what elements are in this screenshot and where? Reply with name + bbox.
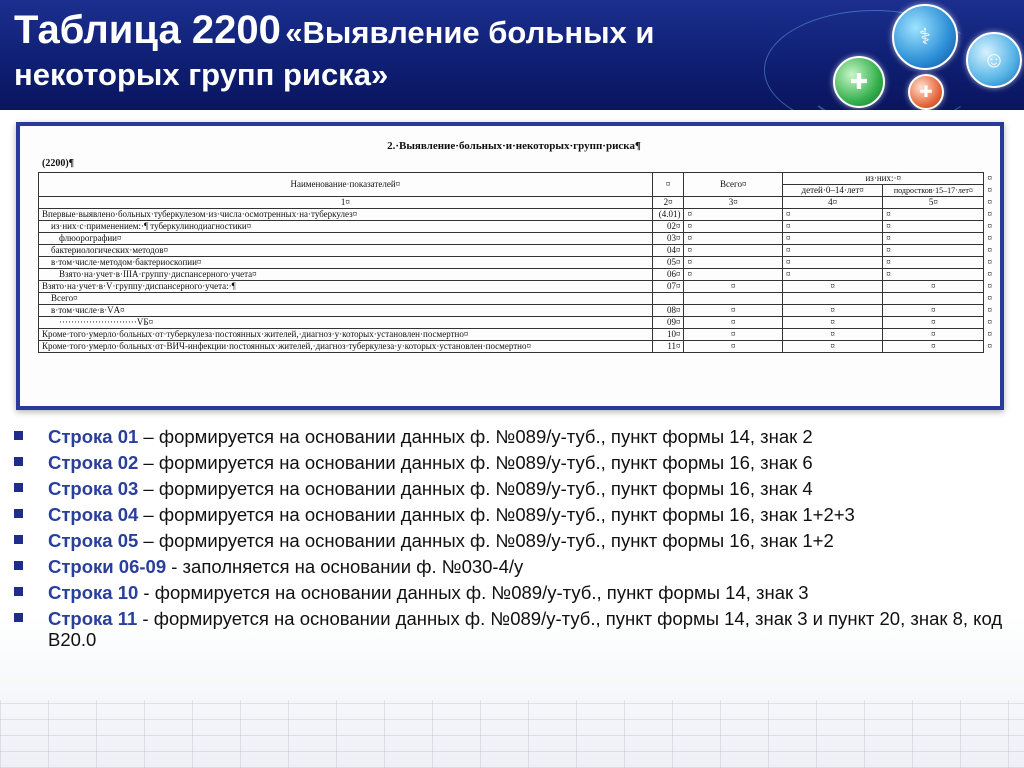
row-value-cell: ¤ [883,341,984,353]
header-total: Всего¤ [684,173,783,197]
index-cell: 1¤ [39,197,653,209]
table-index-row: 1¤ 2¤ 3¤ 4¤ 5¤ ¤ [39,197,996,209]
header-name: Наименование·показателей¤ [39,173,653,197]
row-value-cell: ¤ [684,317,783,329]
row-value-cell: ¤ [883,329,984,341]
list-item [14,582,1014,603]
row-name-cell: Кроме·того·умерло·больных·от·туберкулеза·постоянных·жителей,·диагноз·у·которых·установлен·посмертно¤ [39,329,653,341]
row-code-cell: 06¤ [652,269,684,281]
row-name-cell: из·них·с·применением:·¶ туберкулинодиагностики¤ [39,221,653,233]
row-value-cell: ¤ [684,257,783,269]
row-value-cell: ¤ [782,233,882,245]
row-code-cell: 03¤ [652,233,684,245]
row-label: Строка 05 [48,530,139,551]
explanation-list [14,426,1014,655]
row-value-cell: ¤ [782,221,882,233]
list-item [14,452,1014,473]
form-scan-frame [16,122,1004,410]
table-row: в·том·числе·методом·бактериоскопии¤ 05¤ ¤ ¤ ¤ ¤ [39,257,996,269]
index-cell: 4¤ [782,197,882,209]
table-row: Кроме·того·умерло·больных·от·ВИЧ-инфекции·постоянных·жителей,·диагноз·туберкулеза·у·которых·установлен·посмертно¤ 11¤ ¤ ¤ ¤ ¤ [39,341,996,353]
row-value-cell: ¤ [684,341,783,353]
header-code: ¤ [652,173,684,197]
title-table-number: Таблица 2200 [14,8,281,52]
row-value-cell: ¤ [782,341,882,353]
row-value-cell: ¤ [883,269,984,281]
row-value-cell: ¤ [883,209,984,221]
row-value-cell: ¤ [684,281,783,293]
row-name-cell: Взято·на·учет·в·IIIА·группу·диспансерного·учета¤ [39,269,653,281]
bullet-square-icon [14,457,23,466]
row-code-cell: 04¤ [652,245,684,257]
row-label: Строка 11 [48,608,138,629]
row-value-cell: ¤ [684,209,783,221]
row-description: – формируется на основании данных ф. №089/у-туб., пункт формы 16, знак 6 [138,452,813,473]
row-value-cell [684,293,783,305]
medicine-icon: ✚ [908,74,944,110]
table-row: флюорографии¤ 03¤ ¤ ¤ ¤ ¤ [39,233,996,245]
slide-header [0,0,1024,110]
table-row: Кроме·того·умерло·больных·от·туберкулеза·постоянных·жителей,·диагноз·у·которых·установлен·посмертно¤ 10¤ ¤ ¤ ¤ ¤ [39,329,996,341]
form-table [38,172,996,353]
table-row: Всего¤ ¤ [39,293,996,305]
row-value-cell: ¤ [883,257,984,269]
row-value-cell: ¤ [782,281,882,293]
row-name-cell: Взято·на·учет·в·V·группу·диспансерного·учета:·¶ [39,281,653,293]
row-value-cell: ¤ [883,281,984,293]
medkit-icon: ✚ [833,56,885,108]
header-teens: подростков·15–17·лет¤ [883,185,984,197]
globe-icon: ⚕ [892,4,958,70]
header-group: из·них:·¤ [782,173,983,185]
row-value-cell: ¤ [684,245,783,257]
bullet-square-icon [14,535,23,544]
form-code: (2200)¶ [42,158,75,169]
row-label: Строка 03 [48,478,139,499]
row-label: Строка 01 [48,426,139,447]
row-value-cell: ¤ [684,269,783,281]
row-value-cell: ¤ [684,305,783,317]
row-name-cell: бактериологических·методов¤ [39,245,653,257]
row-value-cell: ¤ [883,221,984,233]
row-code-cell: (4.01) [652,209,684,221]
row-name-cell: ··························VБ¤ [39,317,653,329]
row-code-cell [652,293,684,305]
row-value-cell: ¤ [684,329,783,341]
table-row: Впервые·выявлено·больных·туберкулезом·из·числа·осмотренных·на·туберкулез¤ (4.01) ¤ ¤ ¤ ¤ [39,209,996,221]
bullet-square-icon [14,509,23,518]
list-item [14,504,1014,525]
row-value-cell: ¤ [782,257,882,269]
table-row: Взято·на·учет·в·IIIА·группу·диспансерного·учета¤ 06¤ ¤ ¤ ¤ ¤ [39,269,996,281]
list-item [14,556,1014,577]
row-label: Строка 10 [48,582,139,603]
slide-title [14,6,844,93]
title-part-1: «Выявление больных и [285,15,655,50]
row-label: Строка 02 [48,452,139,473]
title-part-2: некоторых групп риска» [14,57,389,92]
row-name-cell: Впервые·выявлено·больных·туберкулезом·из·числа·осмотренных·на·туберкулез¤ [39,209,653,221]
row-value-cell: ¤ [782,317,882,329]
row-label: Строка 04 [48,504,139,525]
row-name-cell: в·том·числе·в·VА¤ [39,305,653,317]
table-row: бактериологических·методов¤ 04¤ ¤ ¤ ¤ ¤ [39,245,996,257]
row-name-cell: флюорографии¤ [39,233,653,245]
index-cell: 2¤ [652,197,684,209]
row-code-cell: 08¤ [652,305,684,317]
row-value-cell: ¤ [782,209,882,221]
bullet-square-icon [14,561,23,570]
row-description: – формируется на основании данных ф. №089/у-туб., пункт формы 16, знак 1+2+3 [138,504,855,525]
form-heading: 2.·Выявление·больных·и·некоторых·групп·риска¶ [387,140,641,152]
row-value-cell: ¤ [782,329,882,341]
row-description: - заполняется на основании ф. №030-4/у [166,556,524,577]
row-value-cell: ¤ [684,221,783,233]
form-scan [34,134,994,406]
row-value-cell: ¤ [782,305,882,317]
list-item [14,530,1014,551]
row-value-cell: ¤ [782,269,882,281]
bullet-square-icon [14,431,23,440]
table-row: ··························VБ¤ 09¤ ¤ ¤ ¤ ¤ [39,317,996,329]
row-value-cell: ¤ [883,305,984,317]
doctor-icon: ☺ [966,32,1022,88]
row-label: Строки 06-09 [48,556,167,577]
row-code-cell: 05¤ [652,257,684,269]
row-description: – формируется на основании данных ф. №089/у-туб., пункт формы 16, знак 1+2 [138,530,834,551]
row-value-cell [782,293,882,305]
row-name-cell: Всего¤ [39,293,653,305]
header-children: детей·0–14·лет¤ [782,185,882,197]
row-value-cell: ¤ [684,233,783,245]
row-description: – формируется на основании данных ф. №089/у-туб., пункт формы 16, знак 4 [138,478,813,499]
row-description: - формируется на основании данных ф. №089/у-туб., пункт формы 14, знак 3 [138,582,809,603]
row-value-cell: ¤ [883,245,984,257]
row-code-cell: 11¤ [652,341,684,353]
index-cell: 3¤ [684,197,783,209]
decorative-floor-grid [0,700,1024,768]
row-name-cell: в·том·числе·методом·бактериоскопии¤ [39,257,653,269]
list-item [14,608,1014,650]
bullet-square-icon [14,483,23,492]
row-code-cell: 09¤ [652,317,684,329]
row-name-cell: Кроме·того·умерло·больных·от·ВИЧ-инфекции·постоянных·жителей,·диагноз·туберкулеза·у·которых·установлен·посмертно¤ [39,341,653,353]
row-description: - формируется на основании данных ф. №089/у-туб., пункт формы 14, знак 3 и пункт 20, знак 8, код В20.0 [48,608,1003,650]
table-header-row: детей·0–14·лет¤ подростков·15–17·лет¤ ¤ [39,185,996,197]
bullet-square-icon [14,613,23,622]
row-value-cell: ¤ [883,317,984,329]
row-value-cell: ¤ [883,233,984,245]
index-cell: 5¤ [883,197,984,209]
table-row: Взято·на·учет·в·V·группу·диспансерного·учета:·¶ 07¤ ¤ ¤ ¤ ¤ [39,281,996,293]
row-code-cell: 02¤ [652,221,684,233]
row-value-cell [883,293,984,305]
table-header-row: Наименование·показателей¤ ¤ Всего¤ из·них:·¤ ¤ [39,173,996,185]
row-code-cell: 10¤ [652,329,684,341]
list-item [14,426,1014,447]
bullet-square-icon [14,587,23,596]
table-row: из·них·с·применением:·¶ туберкулинодиагностики¤ 02¤ ¤ ¤ ¤ ¤ [39,221,996,233]
row-description: – формируется на основании данных ф. №089/у-туб., пункт формы 14, знак 2 [138,426,813,447]
list-item [14,478,1014,499]
row-code-cell: 07¤ [652,281,684,293]
table-row: в·том·числе·в·VА¤ 08¤ ¤ ¤ ¤ ¤ [39,305,996,317]
row-value-cell: ¤ [782,245,882,257]
